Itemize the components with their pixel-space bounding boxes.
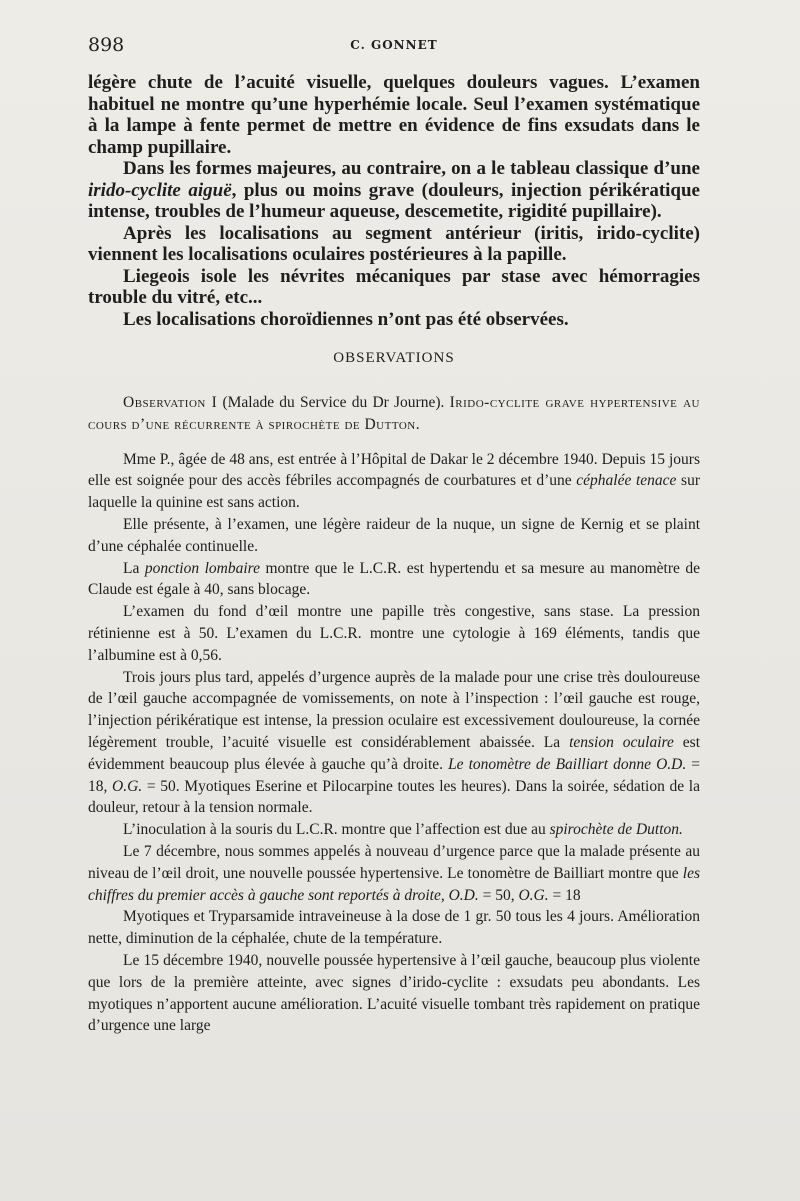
observation-paragraph-4: L’examen du fond d’œil montre une papille très congestive, sans stase. La pression rétinienne est à 50. L’examen du L.C.R. montre une cytologie à 169 éléments, tandis que l’albumine est à 0,56.	[88, 603, 700, 664]
running-head: C. GONNET	[350, 38, 438, 52]
italic-term: irido-cyclite aiguë	[88, 179, 232, 201]
intro-paragraph-5: Les localisations choroïdiennes n’ont pas été observées.	[123, 308, 569, 330]
intro-paragraph-3: Après les localisations au segment antérieur (iritis, irido-cyclite) viennent les localisations oculaires postérieures à la papille.	[88, 222, 700, 265]
observation-paragraph-5: Trois jours plus tard, appelés d’urgence auprès de la malade pour une crise très douloureuse de l’œil gauche accompagnée de vomissements, on note à l’inspection : l’œil gauche est rouge, l’injection périkératique est intense, la pression oculaire est excessivement douloureuse, la cornée légèrement trouble, l’acuité visuelle est considérablement abaissée. La tension oculaire est évidemment beaucoup plus élevée à gauche qu’à droite. Le tonomètre de Bailliart donne O.D. = 18, O.G. = 50. Myotiques Eserine et Pilocarpine toutes les heures). Dans la soirée, sédation de la douleur, retour à la tension normale.	[88, 668, 700, 817]
section-heading: OBSERVATIONS	[333, 350, 455, 366]
intro-text	[88, 72, 700, 330]
observation-paragraph-1: Mme P., âgée de 48 ans, est entrée à l’Hôpital de Dakar le 2 décembre 1940. Depuis 15 jours elle est soignée pour des accès fébriles accompagnés de courbatures et d’une céphalée tenace sur laquelle la quinine est sans action.	[88, 450, 700, 512]
intro-paragraph-4: Liegeois isole les névrites mécaniques par stase avec hémorragies trouble du vitré, etc...	[88, 265, 700, 308]
intro-paragraph-1: légère chute de l’acuité visuelle, quelques douleurs vagues. L’examen habituel ne montre qu’une hyperhémie locale. Seul l’examen systématique à la lampe à fente permet de mettre en évidence de fins exsudats dans le champ pupillaire.	[88, 72, 700, 158]
page-header	[88, 36, 700, 60]
observation-paragraph-6: L’inoculation à la souris du L.C.R. montre que l’affection est due au spirochète de Dutton.	[123, 821, 683, 839]
observation-title: Observation I (Malade du Service du Dr Journe). Irido-cyclite grave hypertensive au cours d’une récurrente à spirochète de Dutton.	[88, 394, 700, 433]
observation-paragraph-8: Myotiques et Tryparsamide intraveineuse à la dose de 1 gr. 50 tous les 4 jours. Amélioration nette, diminution de la céphalée, chute de la température.	[88, 908, 700, 948]
observation-paragraph-2: Elle présente, à l’examen, une légère raideur de la nuque, un signe de Kernig et se plaint d’une céphalée continuelle.	[88, 515, 700, 555]
observation-paragraph-7: Le 7 décembre, nous sommes appelés à nouveau d’urgence parce que la malade présente au niveau de l’œil droit, une nouvelle poussée hypertensive. Le tonomètre de Bailliart montre que les chiffres du premier accès à gauche sont reportés à droite, O.D. = 50, O.G. = 18	[88, 842, 700, 904]
observation-body	[88, 392, 700, 1037]
page-number: 898	[88, 34, 125, 56]
observation-paragraph-3: La ponction lombaire montre que le L.C.R. est hypertendu et sa mesure au manomètre de Claude est égale à 40, sans blocage.	[88, 559, 700, 599]
intro-paragraph-2: Dans les formes majeures, au contraire, on a le tableau classique d’une irido-cyclite aiguë, plus ou moins grave (douleurs, injection périkératique intense, troubles de l’humeur aqueuse, descemetite, rigidité pupillaire).	[88, 158, 700, 222]
observation-paragraph-9: Le 15 décembre 1940, nouvelle poussée hypertensive à l’œil gauche, beaucoup plus violente que lors de la première atteinte, avec signes d’irido-cyclite : exsudats peu abondants. Les myotiques n’apportent aucune amélioration. L’acuité visuelle tombant très rapidement on pratique d’urgence une large	[88, 951, 700, 1035]
